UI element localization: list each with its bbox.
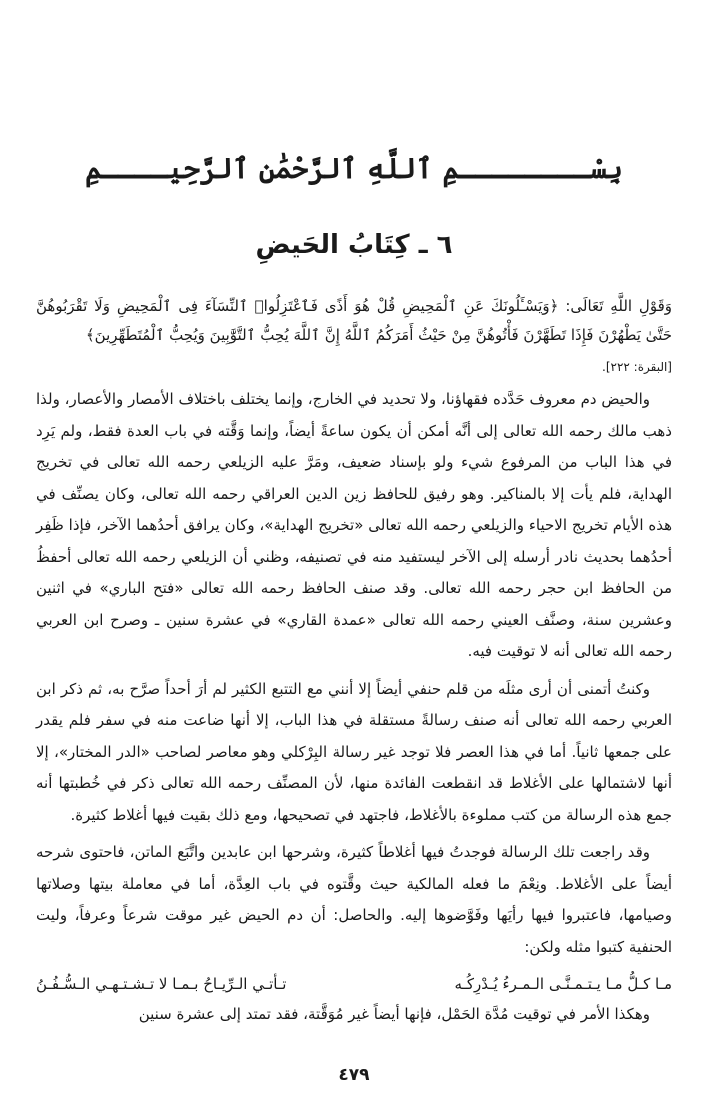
paragraph-last-line: وهكذا الأمر في توقيت مُدَّة الحَمْل، فإنها أيضاً غير مُوَقَّتة، فقد تمتد إلى عشرة سنين	[138, 1005, 650, 1023]
verse-second-hemistich: تـأتـي الـرِّيـاحُ بـمـا لا تـشـتـهـي الـسُّـفُـنُ	[36, 975, 287, 993]
poetry-verse	[36, 969, 672, 999]
chapter-title: ٦ ـ كِتَابُ الحَيضِ	[255, 230, 453, 260]
body-text	[36, 292, 672, 1037]
basmala-header: بِسْــــــــمِ ٱللَّهِ ٱلرَّحْمَٰنِ ٱلرَّحِيــــمِ	[85, 152, 623, 185]
paragraph: وقد راجعت تلك الرسالة فوجدتُ فيها أغلاطاً كثيرة، وشرحها ابن عابدين واتَّبَع الماتن، فاحتوى شرحه أيضاً على الأغلاط. ونِعْمَ ما فعله المالكية حيث وقَّتوه في باب العِدَّة، أما في معاملة بيتها وصلاتها وصيامها، فاعتبروا فيها رأيَها وفَوَّضوها إليه. والحاصل: أن دم الحيض غير موقت شرعاً وعرفاً، وليت الحنفية كتبوا مثله ولكن:	[36, 843, 672, 956]
page-number: ٤٧٩	[338, 1065, 370, 1085]
paragraph: وكنتُ أتمنى أن أرى مثلَه من قلم حنفي أيضاً إلا أنني مع التتبع الكثير لم أرَ أحداً صرَّح به، ثم ذكر ابن العربي رحمه الله تعالى أنه صنف رسالةً مستقلة في هذا الباب، إلا أنها ضاعت منه في سفر فلم يقدر على جمعها ثانياً. أما في هذا العصر فلا توجد غير رسالة البِرْكلي وهو معاصر لصاحب «الدر المختار»، إلا أنها لاشتمالها على الأغلاط قد انقطعت الفائدة منها، لأن المصنِّف رحمه الله تعالى ذكر في خُطبتها أنه جمع هذه الرسالة من كتب مملوءة بالأغلاط، فاجتهد في تصحيحها، ومع ذلك بقيت فيها أغلاط كثيرة.	[36, 679, 672, 824]
paragraph: والحيض دم معروف حَدَّده فقهاؤنا، ولا تحديد في الخارج، وإنما يختلف باختلاف الأمصار والأعصار، ولذا ذهب مالك رحمه الله تعالى إلى أنَّه أمكن أن يكون ساعةً أيضاً، وإنما وَقَّته في باب العدة فقط، ولم يَرِد في هذا الباب من المرفوع شيء ولو بإسناد ضعيف، ومَرَّ عليه الزيلعي رحمه الله تعالى في تخريج الهداية، فلم يأت إلا بالمناكير. وهو رفيق للحافظ زين الدين العراقي رحمه الله تعالى، وكان يصنِّف في هذه الأيام تخريج الاحياء والزيلعي رحمه الله تعالى «تخريج الهداية»، وكان يرافق أحدُهما الآخر، فإذا ظَفِر أحدُهما بحديث نادر أرسله إلى الآخر ليستفيد منه في تصنيفه، وظني أن الزيلعي رحمه الله تعالى أحفظُ من الحافظ ابن حجر رحمه الله تعالى. وقد صنف الحافظ رحمه الله تعالى «فتح الباري» في اثنين وعشرين سنة، وصنَّف العيني رحمه الله تعالى «عمدة القاري» في عشرة سنين ـ وصرح ابن العربي رحمه الله تعالى أنه لا توقيت فيه.	[36, 390, 672, 660]
quran-reference: [البقرة: ٢٢٢].	[602, 360, 672, 374]
verse-first-hemistich: مـا كـلُّ مـا يـتـمـنَّـى الـمـرءُ يُـدْرِكُـه	[454, 975, 672, 993]
quran-intro: وَقَوْلِ اللَّهِ تَعَالَى: ﴿وَيَسْـَٔلُونَكَ عَنِ ٱلْمَحِيضِ قُلْ هُوَ أَذًى فَٱعْتَزِلُوا۟ ٱلنِّسَآءَ فِى ٱلْمَحِيضِ وَلَا تَقْرَبُوهُنَّ حَتَّىٰ يَطْهُرْنَ فَإِذَا تَطَهَّرْنَ فَأْتُوهُنَّ مِنْ حَيْثُ أَمَرَكُمُ ٱللَّهُ إِنَّ ٱللَّهَ يُحِبُّ ٱلتَّوَّٰبِينَ وَيُحِبُّ ٱلْمُتَطَهِّرِينَ﴾	[36, 297, 672, 344]
